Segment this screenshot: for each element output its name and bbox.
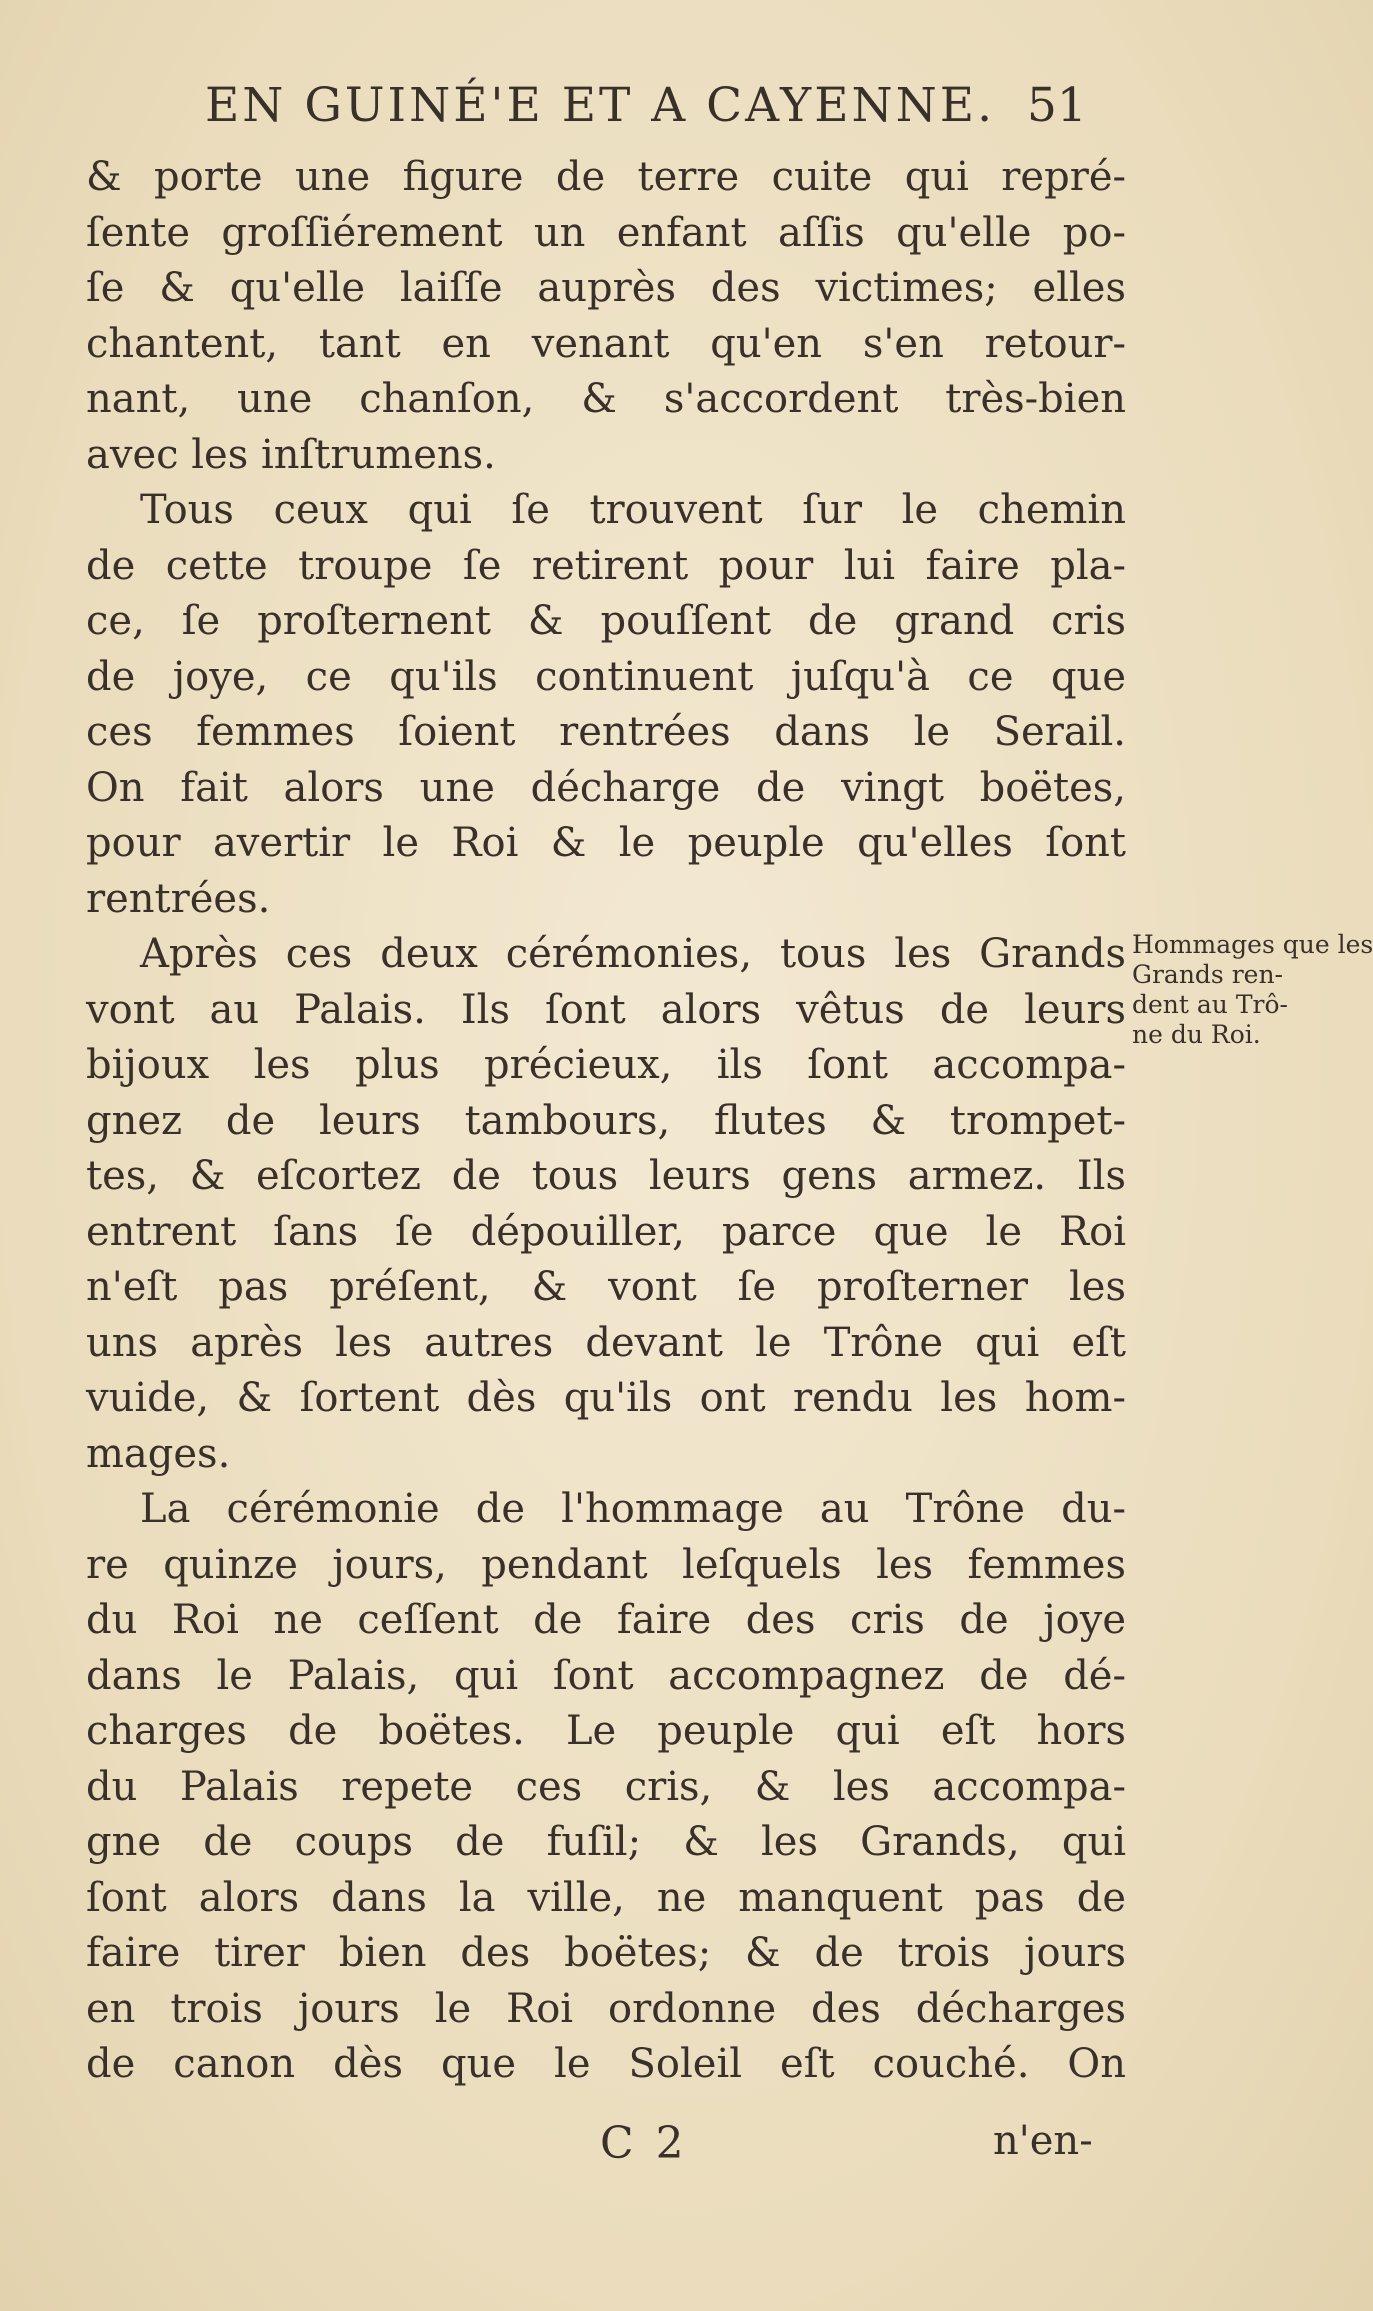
text-line: entrent ſans ſe dépouiller, parce que le Roi	[86, 1208, 1126, 1255]
body-text	[86, 150, 1126, 2093]
text-line: rentrées.	[86, 875, 271, 922]
text-line: en trois jours le Roi ordonne des décharges	[86, 1985, 1126, 2032]
text-line: nant, une chanſon, & s'accordent très-bien	[86, 376, 1126, 422]
text-line: chantent, tant en venant qu'en s'en retour-	[86, 320, 1126, 367]
text-line: avec les inſtrumens.	[86, 431, 496, 478]
text-line: de cette troupe ſe retirent pour lui faire pla-	[86, 542, 1126, 589]
text-line: de joye, ce qu'ils continuent juſqu'à ce que	[86, 653, 1126, 700]
text-line: re quinze jours, pendant leſquels les femmes	[86, 1541, 1126, 1588]
signature-mark: C 2	[600, 2118, 688, 2169]
margin-note-line: ne du Roi.	[1132, 1020, 1261, 1049]
text-line: mages.	[86, 1430, 231, 1477]
text-line: ſente groſſiérement un enfant aſſis qu'elle po-	[86, 209, 1126, 256]
margin-note	[1132, 930, 1373, 1050]
text-line: faire tirer bien des boëtes; & de trois jours	[86, 1930, 1126, 1976]
text-line: vont au Palais. Ils ſont alors vêtus de leurs	[86, 986, 1126, 1033]
text-line: & porte une figure de terre cuite qui repré-	[86, 154, 1126, 200]
text-line: vuide, & ſortent dès qu'ils ont rendu les hom-	[86, 1375, 1126, 1421]
text-line: ſont alors dans la ville, ne manquent pas de	[86, 1874, 1126, 1921]
text-line: On fait alors une décharge de vingt boëtes,	[86, 764, 1126, 811]
text-line: gnez de leurs tambours, flutes & trompet-	[86, 1097, 1126, 1144]
text-line: Tous ceux qui ſe trouvent ſur le chemin	[140, 487, 1126, 533]
text-line: du Roi ne ceſſent de faire des cris de joye	[86, 1597, 1126, 1643]
text-line: bijoux les plus précieux, ils ſont accompa-	[86, 1042, 1126, 1088]
text-line: dans le Palais, qui ſont accompagnez de dé-	[86, 1652, 1126, 1699]
running-header	[205, 78, 1105, 148]
text-line: pour avertir le Roi & le peuple qu'elles ſont	[86, 820, 1126, 866]
text-line: n'eſt pas préſent, & vont ſe proſterner les	[86, 1264, 1126, 1310]
text-line: gne de coups de fuſil; & les Grands, qui	[86, 1819, 1126, 1865]
text-line: charges de boëtes. Le peuple qui eſt hors	[86, 1708, 1126, 1754]
margin-note-line: Grands ren-	[1132, 960, 1284, 989]
page-number: 51	[1027, 78, 1087, 133]
text-line: ces femmes ſoient rentrées dans le Serail.	[86, 709, 1126, 755]
text-line: tes, & eſcortez de tous leurs gens armez. Ils	[86, 1153, 1126, 1199]
margin-note-line: Hommages que les	[1132, 930, 1373, 959]
text-line: uns après les autres devant le Trône qui eſt	[86, 1319, 1126, 1366]
text-line: du Palais repete ces cris, & les accompa-	[86, 1763, 1126, 1810]
text-line: ſe & qu'elle laiſſe auprès des victimes; elles	[86, 265, 1126, 311]
catchword: n'en-	[993, 2118, 1093, 2164]
margin-note-line: dent au Trô-	[1132, 990, 1288, 1019]
running-title: EN GUINÉ'E ET A CAYENNE.	[205, 78, 996, 133]
text-line: La cérémonie de l'hommage au Trône du-	[140, 1486, 1126, 1532]
text-line: ce, ſe proſternent & pouſſent de grand cris	[86, 598, 1126, 644]
text-line: Après ces deux cérémonies, tous les Grands	[140, 931, 1126, 977]
text-line: de canon dès que le Soleil eſt couché. On	[86, 2041, 1126, 2087]
